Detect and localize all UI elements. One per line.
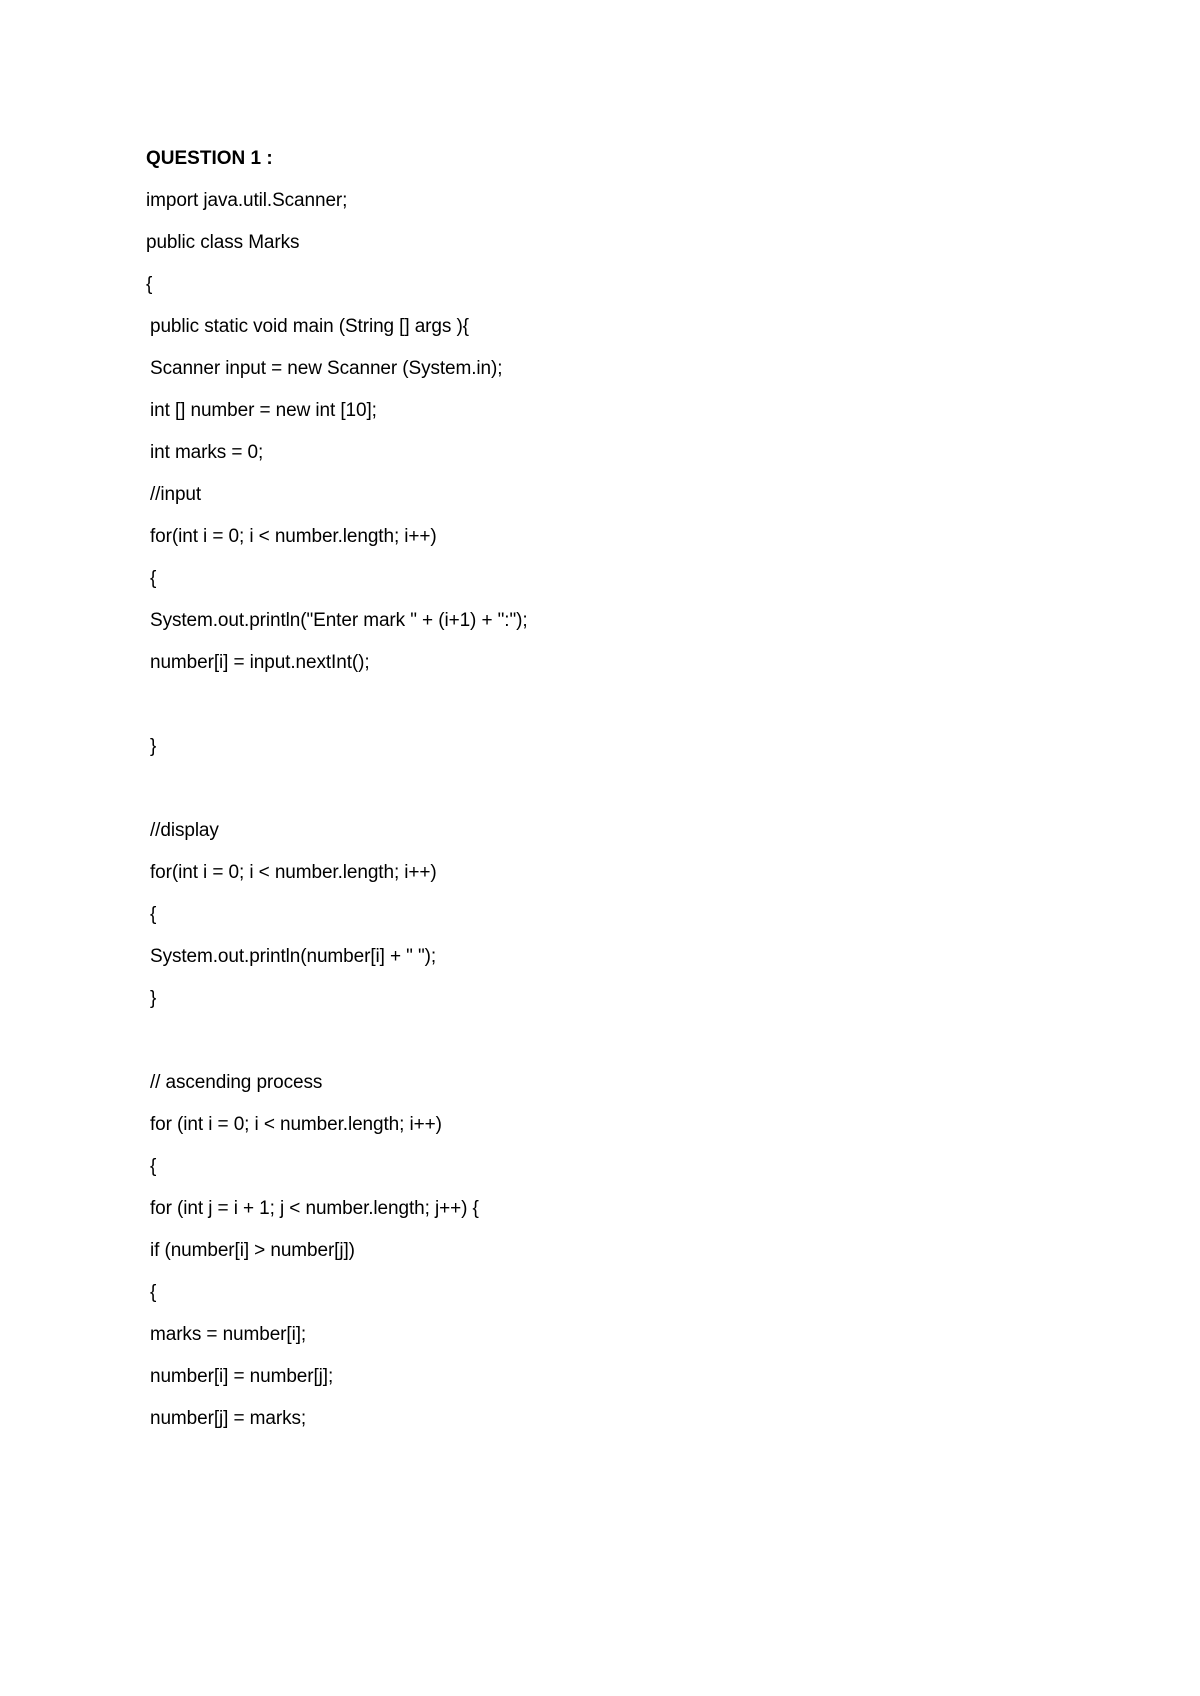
code-line-brace: }: [150, 988, 157, 1009]
code-line-array-declaration: int [] number = new int [10];: [150, 400, 377, 421]
code-comment-display: //display: [150, 820, 219, 841]
code-line-display-loop: for(int i = 0; i < number.length; i++): [150, 862, 437, 883]
code-line-brace: {: [150, 568, 157, 589]
code-line-import: import java.util.Scanner;: [146, 190, 348, 211]
code-line-input-loop: for(int i = 0; i < number.length; i++): [150, 526, 437, 547]
code-comment-input: //input: [150, 484, 202, 505]
code-line-brace: {: [150, 1156, 157, 1177]
code-line-inner-loop: for (int j = i + 1; j < number.length; j++) {: [150, 1198, 479, 1219]
code-line-brace: {: [150, 904, 157, 925]
code-line-brace: {: [150, 1282, 157, 1303]
code-line-marks-declaration: int marks = 0;: [150, 442, 264, 463]
code-line-if-compare: if (number[i] > number[j]): [150, 1240, 355, 1261]
code-line-main-method: public static void main (String [] args ){: [150, 316, 469, 337]
code-line-prompt-print: System.out.println("Enter mark " + (i+1) + ":");: [150, 610, 528, 631]
code-line-scanner: Scanner input = new Scanner (System.in);: [150, 358, 503, 379]
code-line-display-print: System.out.println(number[i] + " ");: [150, 946, 437, 967]
code-line-swap-assign-i: number[i] = number[j];: [150, 1366, 334, 1387]
code-line-brace: }: [150, 736, 157, 757]
code-line-class-open-brace: {: [146, 274, 153, 295]
code-line-class-declaration: public class Marks: [146, 232, 300, 253]
code-line-outer-loop: for (int i = 0; i < number.length; i++): [150, 1114, 442, 1135]
question-heading: QUESTION 1 :: [146, 148, 273, 169]
code-line-read-int: number[i] = input.nextInt();: [150, 652, 370, 673]
code-comment-ascending: // ascending process: [150, 1072, 323, 1093]
code-line-swap-temp: marks = number[i];: [150, 1324, 307, 1345]
code-line-swap-assign-j: number[j] = marks;: [150, 1408, 307, 1429]
